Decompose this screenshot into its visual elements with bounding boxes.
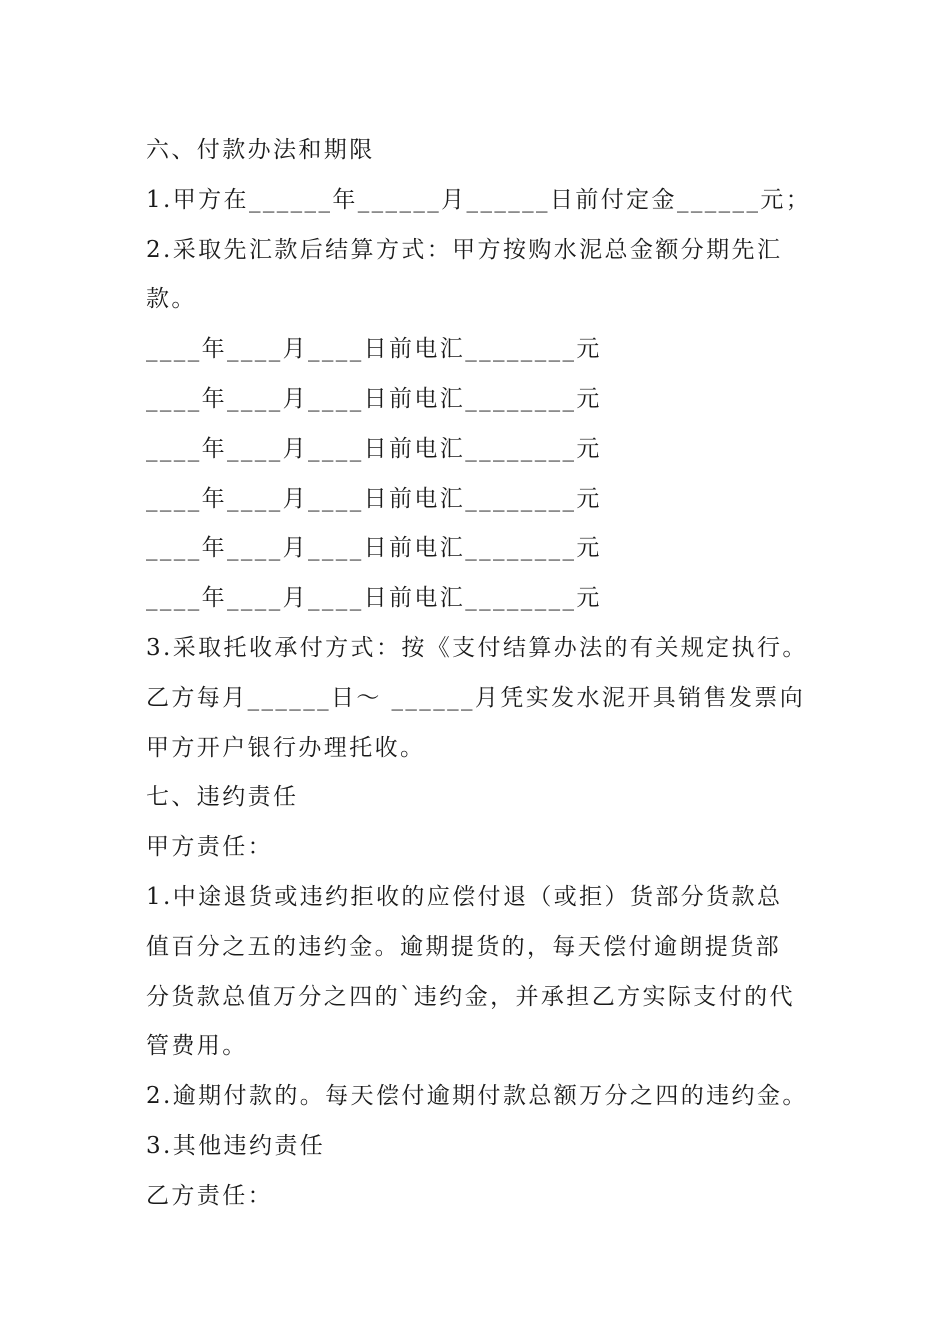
text-line-return-cont: 值百分之五的违约金。逾期提货的，每天偿付逾朗提货部 xyxy=(146,933,781,960)
text-line-deposit: 1.甲方在______年______月______日前付定金______元； xyxy=(146,186,812,213)
text-line-prepayment: 2.采取先汇款后结算方式：甲方按购水泥总金额分期先汇 xyxy=(146,236,783,263)
remittance-line: ____年____月____日前电汇________元 xyxy=(146,535,602,562)
remittance-line: ____年____月____日前电汇________元 xyxy=(146,485,602,512)
text-line-prepayment-cont: 款。 xyxy=(146,286,197,313)
text-line-return: 1.中途退货或违约拒收的应偿付退（或拒）货部分货款总 xyxy=(146,883,783,910)
text-line-other-liability: 3.其他违约责任 xyxy=(146,1132,326,1159)
remittance-line: ____年____月____日前电汇________元 xyxy=(146,435,602,462)
text-line-return-end: 管费用。 xyxy=(146,1033,248,1060)
remittance-line: ____年____月____日前电汇________元 xyxy=(146,585,602,612)
subheading-party-b: 乙方责任： xyxy=(146,1182,273,1209)
document-body xyxy=(146,126,826,1222)
remittance-line: ____年____月____日前电汇________元 xyxy=(146,385,602,412)
section-heading-liability: 七、违约责任 xyxy=(146,784,299,811)
remittance-line: ____年____月____日前电汇________元 xyxy=(146,336,602,363)
text-line-collection-cont: 乙方每月______日～ ______月凭实发水泥开具销售发票向 xyxy=(146,684,806,711)
text-line-return-cont: 分货款总值万分之四的`违约金，并承担乙方实际支付的代 xyxy=(146,983,795,1010)
subheading-party-a: 甲方责任： xyxy=(146,834,273,861)
text-line-collection-end: 甲方开户银行办理托收。 xyxy=(146,734,426,761)
text-line-late-payment: 2.逾期付款的。每天偿付逾期付款总额万分之四的违约金。 xyxy=(146,1083,808,1110)
text-line-collection: 3.采取托收承付方式：按《支付结算办法的有关规定执行。 xyxy=(146,634,808,661)
section-heading-payment: 六、付款办法和期限 xyxy=(146,137,375,163)
